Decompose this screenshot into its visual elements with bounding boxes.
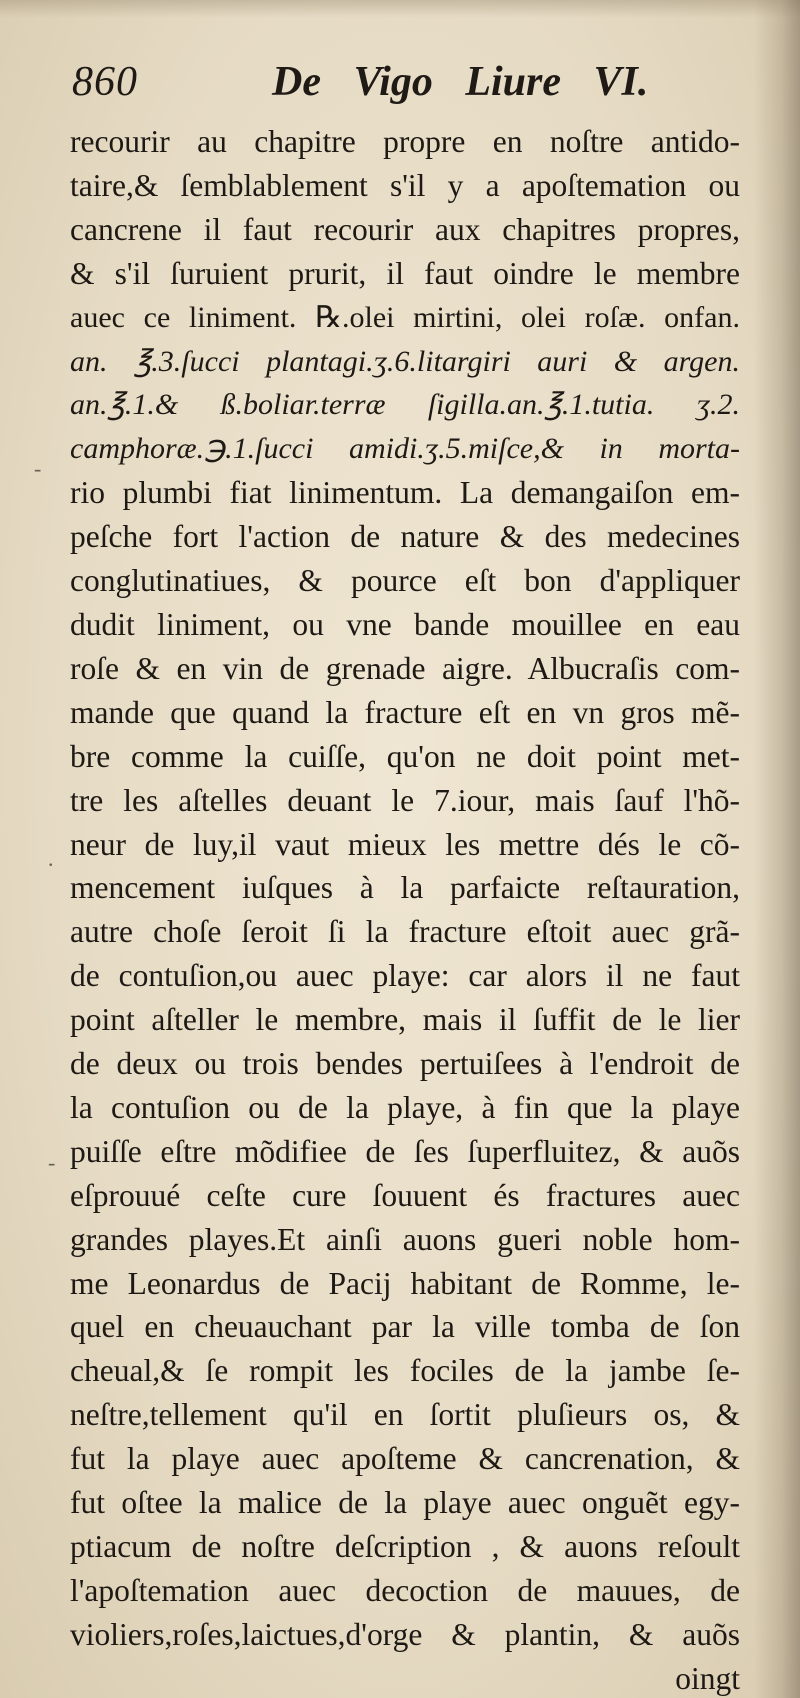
page-gutter-shadow [754,0,800,1698]
text-line: an. ℥.3.ſucci plantagi.ʒ.6.litargiri auri & argen. [70,344,740,378]
text-line: mencement iuſques à la parfaicte reſtauration, [70,870,740,906]
text-line: de contuſion,ou auec playe: car alors il ne faut [70,958,740,994]
text-line: mande que quand la fracture eſt en vn gros mẽ- [70,694,740,730]
text-line: roſe & en vin de grenade aigre. Albucraſis com- [70,650,740,686]
text-line: camphoræ.℈.1.ſucci amidi.ʒ.5.miſce,& in morta- [70,432,740,466]
folio-number: 860 [72,59,138,105]
text-line: rio plumbi fiat linimentum. La demangaiſon em- [70,475,740,511]
text-line: autre choſe ſeroit ſi la fracture eſtoit auec grã- [70,914,740,950]
text-line: tre les aſtelles deuant le 7.iour, mais ſauf l'hõ- [70,782,740,818]
text-line: quel en cheuauchant par la ville tomba de ſon [70,1309,740,1345]
text-line: taire,& ſemblablement s'il y a apoſtemation ou [70,167,740,203]
page-top-edge [0,0,800,18]
text-line: bre comme la cuiſſe, qu'on ne doit point met- [70,738,740,774]
margin-mark: - [48,1150,56,1175]
text-line: dudit liniment, ou vne bande mouillee en eau [70,606,740,642]
text-line: fut oſtee la malice de la playe auec onguẽt egy- [70,1485,740,1521]
text-line: peſche fort l'action de nature & des medecines [70,519,740,555]
text-line: l'apoſtemation auec decoction de mauues, de [70,1572,740,1608]
text-line: & s'il ſuruient prurit, il faut oindre le membre [70,255,740,291]
text-line: grandes playes.Et ainſi auons gueri noble hom- [70,1221,740,1257]
catchword: oingt [675,1660,740,1696]
text-line: recourir au chapitre propre en noſtre antido- [70,124,740,159]
text-line: an.℥.1.& ß.boliar.terræ ſigilla.an.℥.1.tutia. ʒ.2. [70,388,740,422]
text-line: ptiacum de noſtre deſcription , & auons reſoult [70,1529,740,1564]
text-line: cancrene il faut recourir aux chapitres propres, [70,211,740,247]
text-line: neur de luy,il vaut mieux les mettre dés le cõ- [70,826,740,862]
text-line: puiſſe eſtre mõdifiee de ſes ſuperfluitez, & auõs [70,1133,740,1169]
running-title: De Vigo Liure VI. [272,59,649,105]
page-header [72,58,732,118]
text-line: cheual,& ſe rompit les fociles de la jambe ſe- [70,1353,740,1389]
text-line: violiers,roſes,laictues,d'orge & plantin, & auõs [70,1616,740,1652]
text-line: conglutinatiues, & pource eſt bon d'appliquer [70,563,740,599]
text-line: neſtre,tellement qu'il en ſortit pluſieurs os, & [70,1397,740,1433]
text-line: auec ce liniment. ℞.olei mirtini, olei roſæ. onfan. [70,300,740,334]
text-line: de deux ou trois bendes pertuiſees à l'endroit de [70,1046,740,1082]
text-line: point aſteller le membre, mais il ſuffit de le lier [70,1002,740,1038]
text-line: me Leonardus de Pacij habitant de Romme, le- [70,1265,740,1301]
margin-mark: - [34,456,42,481]
margin-mark: . [48,846,54,871]
body-text [70,120,740,1698]
text-line: eſprouué ceſte cure ſouuent és fractures auec [70,1177,740,1213]
text-line: la contuſion ou de la playe, à fin que la playe [70,1089,740,1125]
text-line: fut la playe auec apoſteme & cancrenation, & [70,1441,740,1477]
